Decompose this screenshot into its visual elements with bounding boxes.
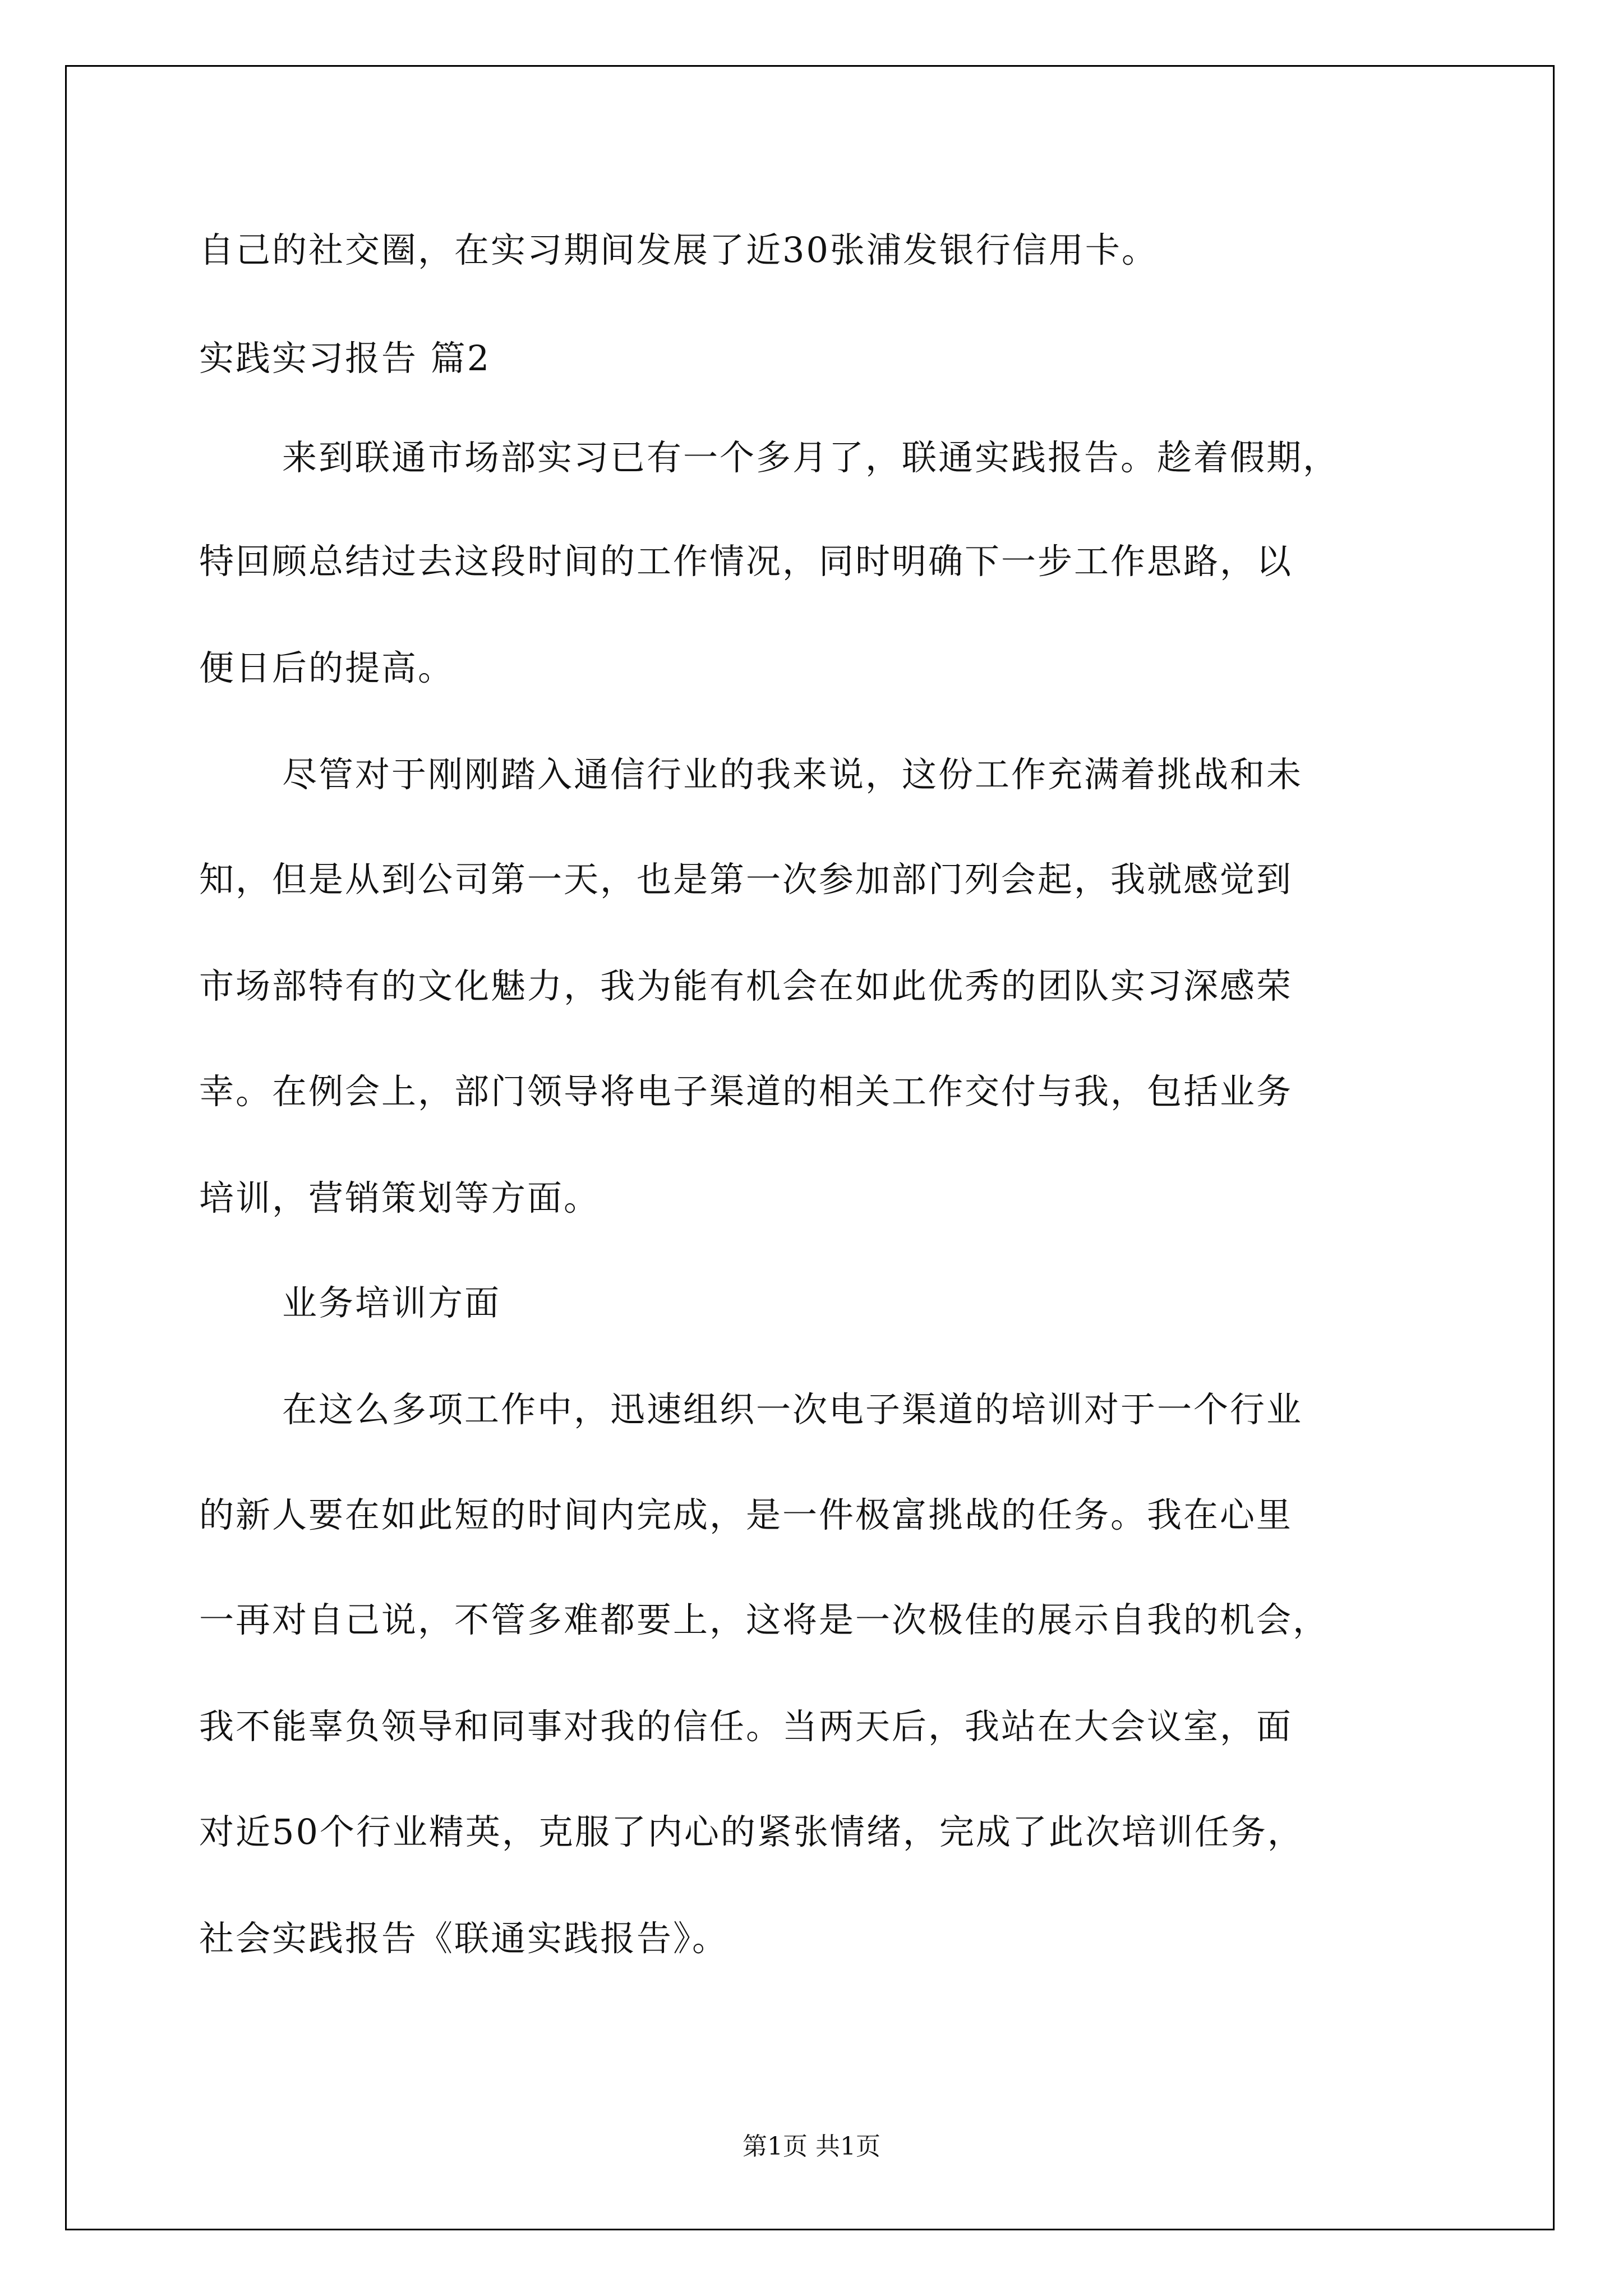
- paragraph-line: 知，但是从到公司第一天，也是第一次参加部门列会起，我就感觉到: [199, 859, 1293, 900]
- paragraph-line: 尽管对于刚刚踏入通信行业的我来说，这份工作充满着挑战和未: [282, 754, 1303, 795]
- paragraph-line: 特回顾总结过去这段时间的工作情况，同时明确下一步工作思路，以: [199, 541, 1293, 582]
- paragraph-line: 在这么多项工作中，迅速组织一次电子渠道的培训对于一个行业: [282, 1389, 1303, 1430]
- text-line: 自己的社交圈，在实习期间发展了近30张浦发银行信用卡。: [199, 229, 1158, 270]
- paragraph-line: 对近50个行业精英，克服了内心的紧张情绪，完成了此次培训任务，: [199, 1811, 1304, 1852]
- paragraph-line: 来到联通市场部实习已有一个多月了，联通实践报告。趁着假期，: [282, 437, 1340, 478]
- paragraph-line: 的新人要在如此短的时间内完成，是一件极富挑战的任务。我在心里: [199, 1494, 1293, 1535]
- paragraph-line: 我不能辜负领导和同事对我的信任。当两天后，我站在大会议室，面: [199, 1706, 1293, 1747]
- page-footer: 第1页 共1页: [743, 2132, 880, 2161]
- paragraph-line: 市场部特有的文化魅力，我为能有机会在如此优秀的团队实习深感荣: [199, 965, 1293, 1006]
- subsection-heading: 业务培训方面: [282, 1282, 501, 1323]
- paragraph-line: 幸。在例会上，部门领导将电子渠道的相关工作交付与我，包括业务: [199, 1071, 1293, 1112]
- paragraph-line: 一再对自己说，不管多难都要上，这将是一次极佳的展示自我的机会，: [199, 1599, 1330, 1640]
- page-border: [65, 65, 1555, 2230]
- paragraph-line: 便日后的提高。: [199, 647, 455, 688]
- paragraph-line: 培训，营销策划等方面。: [199, 1177, 601, 1218]
- section-heading: 实践实习报告 篇2: [199, 338, 491, 379]
- paragraph-line: 社会实践报告《联通实践报告》。: [199, 1918, 729, 1959]
